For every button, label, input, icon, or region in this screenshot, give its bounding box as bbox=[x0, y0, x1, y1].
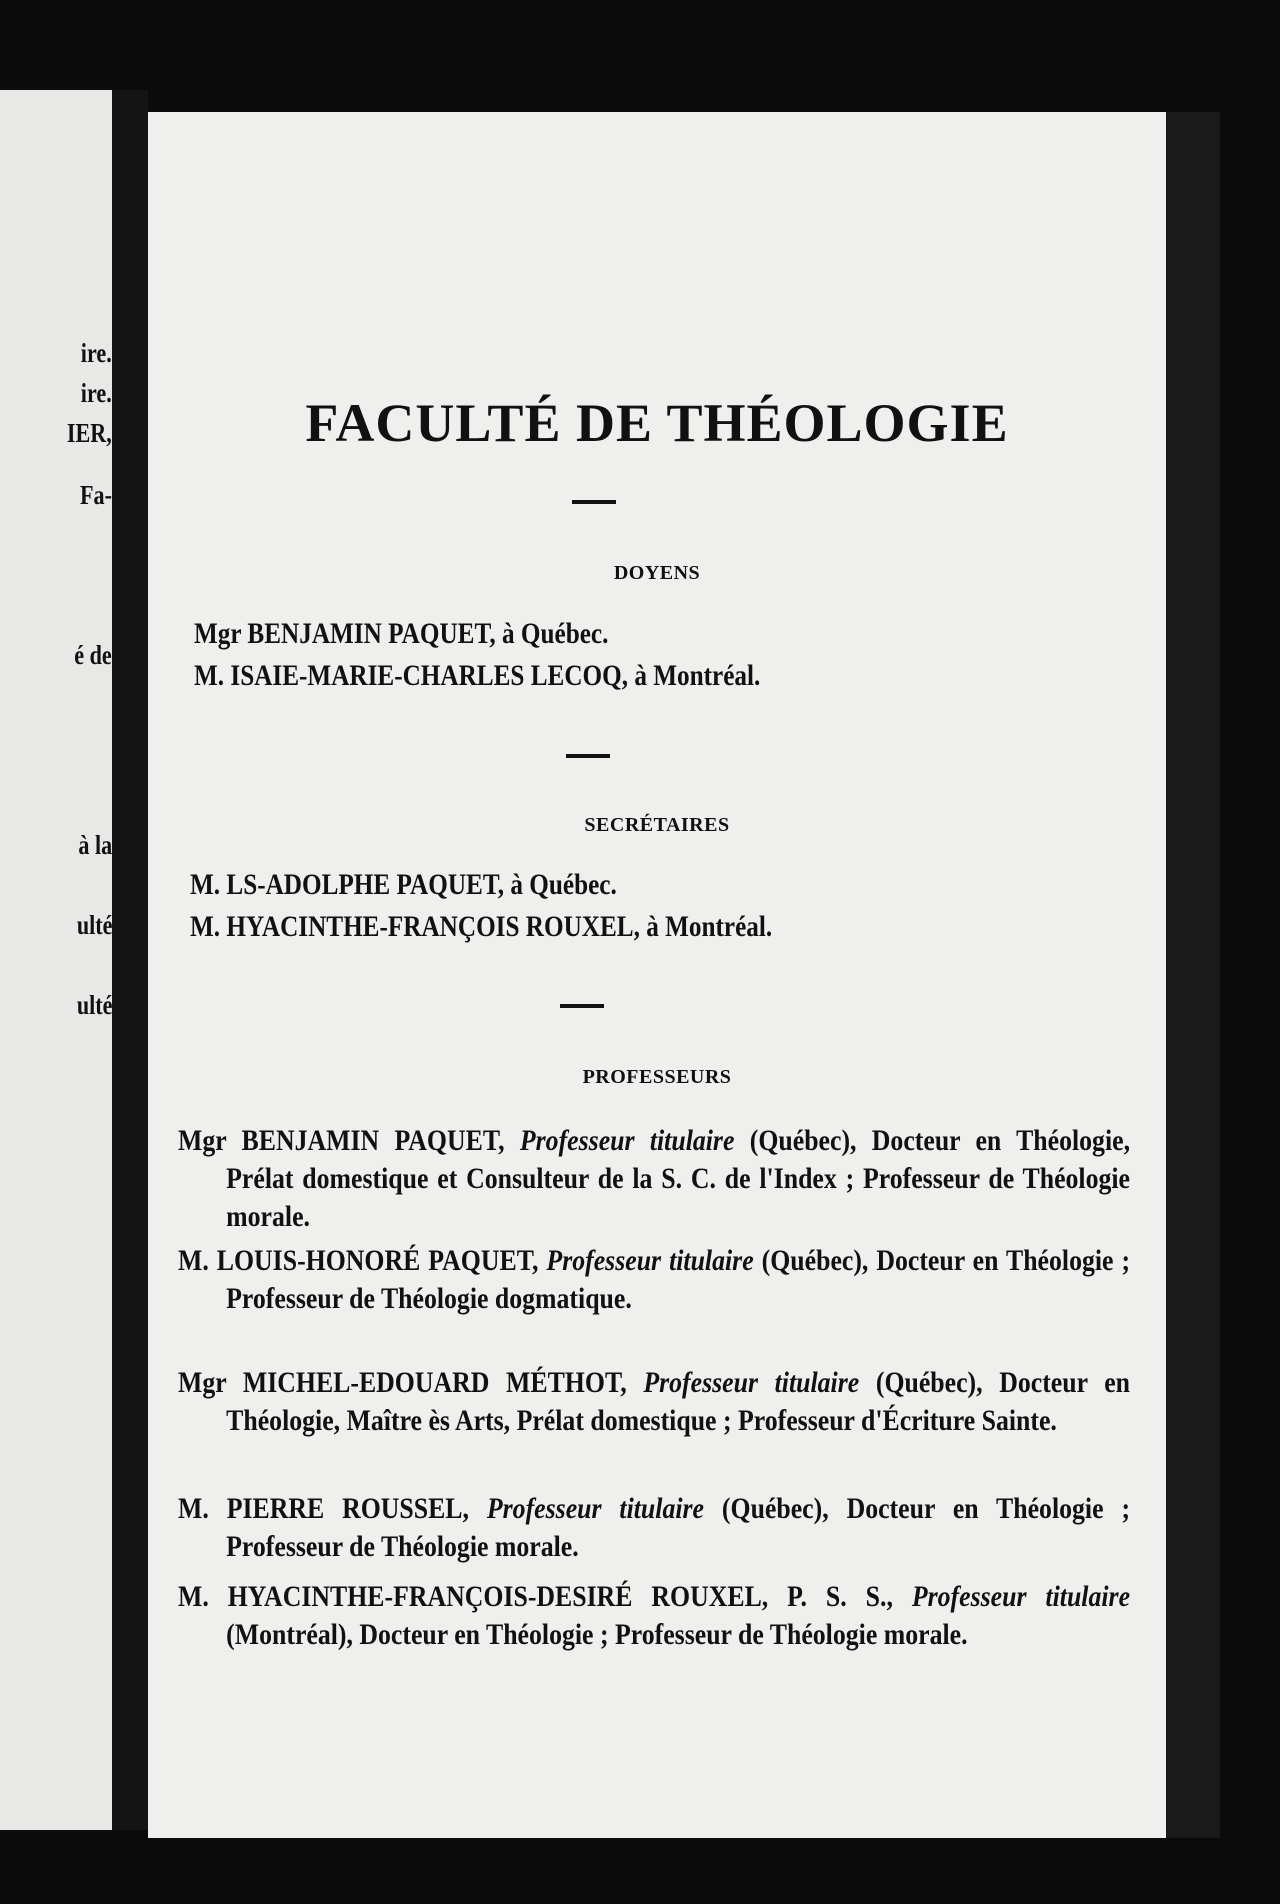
section-heading-secretaires: SECRÉTAIRES bbox=[584, 814, 730, 836]
professeur-name: M. PIERRE ROUSSEL, bbox=[178, 1492, 469, 1525]
page-title: FACULTÉ DE THÉOLOGIE bbox=[305, 393, 1009, 453]
fragment-text: ulté bbox=[76, 990, 112, 1020]
professeur-details: (Québec), Docteur en Théologie ; Professeur de Théologie dogmatique. bbox=[226, 1244, 1131, 1315]
professeur-name: M. LOUIS-HONORÉ PAQUET, bbox=[178, 1244, 539, 1277]
professeur-role: Professeur titulaire bbox=[546, 1244, 754, 1277]
section-divider bbox=[566, 754, 610, 758]
fragment-text: ulté bbox=[76, 910, 112, 940]
fragment-text: é de bbox=[74, 640, 112, 670]
fragment-text: à la bbox=[78, 830, 112, 860]
document-page bbox=[148, 112, 1166, 1838]
doyen-line: M. ISAIE-MARIE-CHARLES LECOQ, à Montréal. bbox=[194, 659, 761, 692]
fragment-text: Fa- bbox=[80, 480, 112, 510]
professeur-entry bbox=[178, 1490, 1130, 1566]
professeur-details: (Québec), Docteur en Théologie, Prélat domestique et Consulteur de la S. C. de l'Index ; Professeur de Théologie morale. bbox=[226, 1124, 1131, 1233]
professeur-entry bbox=[178, 1242, 1130, 1318]
professeur-role: Professeur titulaire bbox=[486, 1492, 705, 1525]
professeur-entry bbox=[178, 1364, 1130, 1440]
professeur-name: Mgr MICHEL-EDOUARD MÉTHOT, bbox=[178, 1366, 627, 1399]
fragment-text: ire. bbox=[81, 378, 112, 408]
section-heading-doyens: DOYENS bbox=[613, 562, 701, 584]
section-heading-professeurs: PROFESSEURS bbox=[582, 1066, 732, 1088]
book-gutter bbox=[112, 90, 148, 1830]
section-divider bbox=[572, 500, 616, 504]
page-edge-shadow bbox=[1166, 112, 1220, 1838]
professeur-details: (Québec), Docteur en Théologie ; Professeur de Théologie morale. bbox=[226, 1492, 1131, 1563]
secretaire-line: M. LS-ADOLPHE PAQUET, à Québec. bbox=[190, 868, 617, 901]
professeur-entry bbox=[178, 1122, 1130, 1236]
professeur-details: (Montréal), Docteur en Théologie ; Professeur de Théologie morale. bbox=[226, 1618, 968, 1651]
professeur-role: Professeur titulaire bbox=[519, 1124, 735, 1157]
section-divider bbox=[560, 1004, 604, 1008]
professeur-role: Professeur titulaire bbox=[911, 1580, 1131, 1613]
professeur-name: M. HYACINTHE-FRANÇOIS-DESIRÉ ROUXEL, P. S. S., bbox=[178, 1580, 893, 1613]
fragment-text: IER, bbox=[67, 418, 112, 448]
facing-page-fragment bbox=[0, 90, 112, 1830]
professeur-details: (Québec), Docteur en Théologie, Maître ès Arts, Prélat domestique ; Professeur d'Écriture Sainte. bbox=[226, 1366, 1131, 1437]
fragment-text: ire. bbox=[81, 338, 112, 368]
professeur-role: Professeur titulaire bbox=[643, 1366, 860, 1399]
doyen-line: Mgr BENJAMIN PAQUET, à Québec. bbox=[194, 617, 609, 650]
secretaire-line: M. HYACINTHE-FRANÇOIS ROUXEL, à Montréal. bbox=[190, 910, 773, 943]
professeur-name: Mgr BENJAMIN PAQUET, bbox=[178, 1124, 505, 1157]
professeur-entry bbox=[178, 1578, 1130, 1654]
